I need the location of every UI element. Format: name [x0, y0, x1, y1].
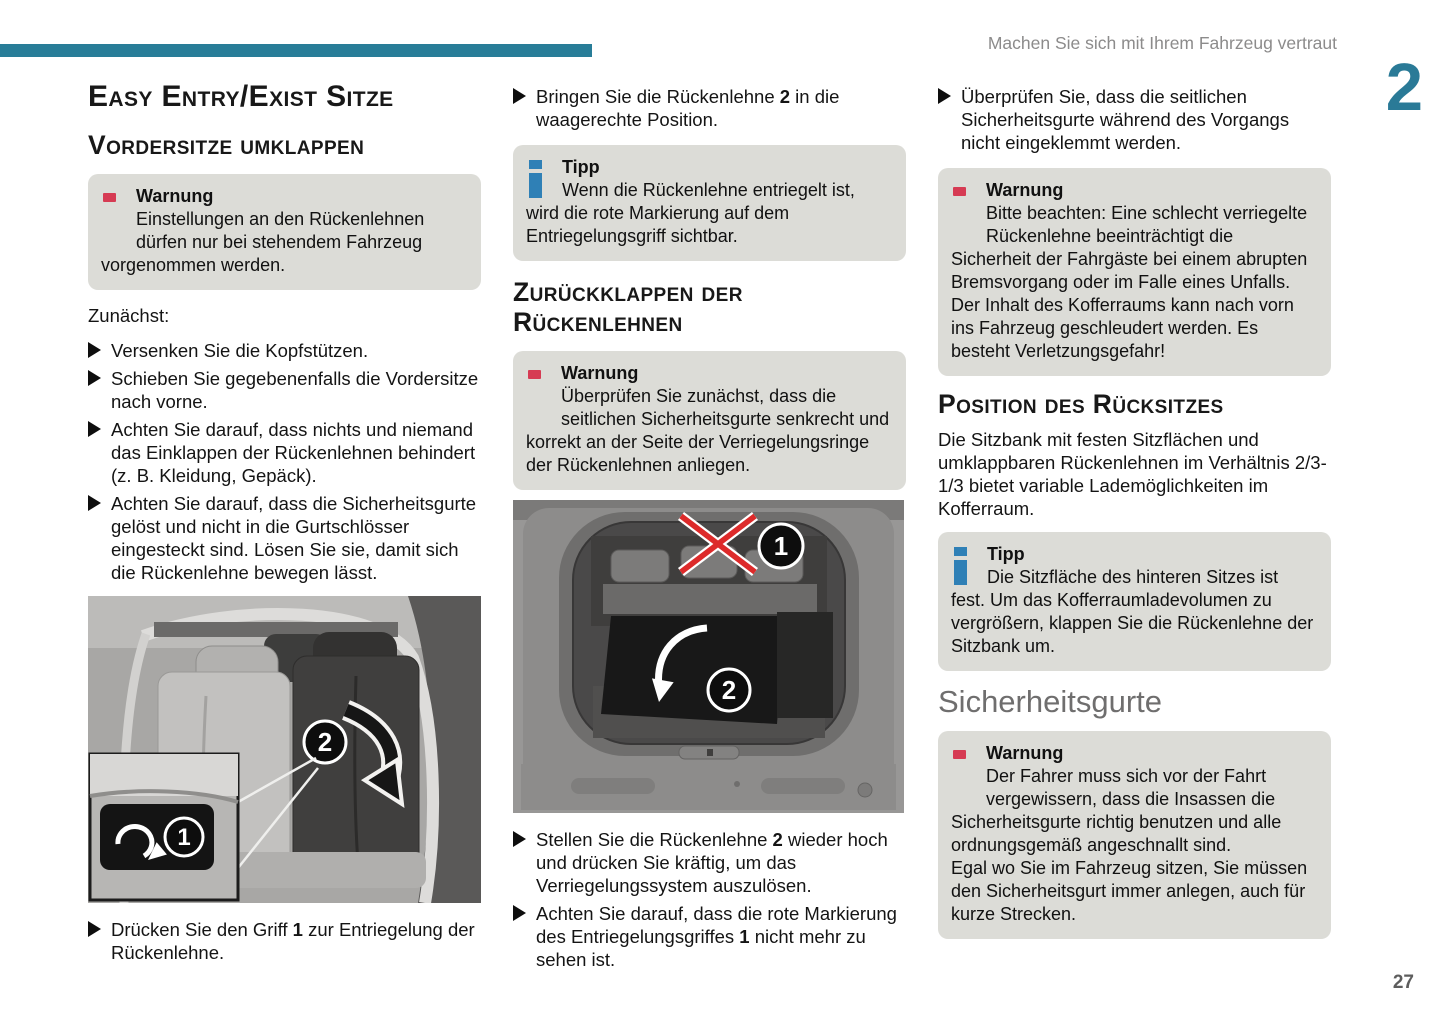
- column-3: [938, 80, 1331, 939]
- bullet-arrow-icon: [513, 831, 526, 847]
- step-list: [88, 339, 481, 584]
- bullet-arrow-icon: [938, 88, 951, 104]
- warning-icon: [953, 745, 970, 787]
- tip-box: [938, 532, 1331, 671]
- callout-1-label: 1: [773, 531, 789, 562]
- column-2: [513, 80, 906, 971]
- tip-title: Tipp: [562, 157, 600, 177]
- trunk-view-figure: [513, 500, 906, 813]
- tip-box: [513, 145, 906, 261]
- callout-2-label: 2: [721, 675, 737, 706]
- text-line: Der Fahrer muss sich vor der Fahrt vergewissern, dass die Insassen die Sicherheitsgurte richtig benutzen und alle ordnungsgemäß angeschnallt sind.: [951, 765, 1282, 855]
- text-line: Überprüfen Sie zunächst, dass die seitlichen Sicherheitsgurte senkrecht und korrekt an der Seite der Verriegelungsringe der Rückenlehnen anliegen.: [526, 386, 890, 476]
- handle-inset: [90, 754, 238, 900]
- list-item-text: Achten Sie darauf, dass nichts und niemand das Einklappen der Rückenlehnen behindert (z. B. Kleidung, Gepäck).: [111, 419, 476, 487]
- text-line: Bitte beachten: Eine schlecht verriegelte Rückenlehne beeinträchtigt die Sicherheit der Fahrgäste bei einem abrupten Bremsvorgang oder im Falle eines Unfalls.: [951, 203, 1308, 292]
- warning-icon: [528, 365, 545, 407]
- list-item-text: Bringen Sie die Rückenlehne 2 in die waagerechte Position.: [536, 86, 840, 130]
- rear-seat-fold-illustration: [88, 596, 481, 903]
- list-item-text: Versenken Sie die Kopfstützen.: [111, 340, 369, 362]
- warning-icon: [953, 182, 970, 224]
- callout-1-label: 1: [177, 824, 191, 852]
- section-title-position-ruecksitz: Position des Rücksitzes: [938, 389, 1224, 419]
- list-item-text: Achten Sie darauf, dass die Sicherheitsgurte gelöst und nicht in die Gurtschlösser eingesteckt sind. Lösen Sie sie, damit sich die Rückenlehne bewegen lässt.: [111, 493, 477, 584]
- section-title-vordersitze: Vordersitze umklappen: [88, 129, 365, 160]
- step-list: [88, 918, 481, 964]
- list-item: [513, 85, 906, 131]
- info-icon: [529, 160, 544, 200]
- tip-text: [951, 566, 1316, 658]
- header-accent-bar: [0, 44, 592, 57]
- list-item: [88, 492, 481, 584]
- text-line: Einstellungen an den Rückenlehnen dürfen nur bei stehendem Fahrzeug vorgenommen werden.: [101, 209, 425, 276]
- step-list: [513, 828, 906, 971]
- warning-title: Warnung: [561, 363, 639, 384]
- list-item: [88, 418, 481, 487]
- warning-text: [101, 208, 466, 277]
- tip-title: Tipp: [987, 543, 1025, 564]
- list-item: [513, 828, 906, 897]
- trunk-view-illustration: [513, 500, 904, 813]
- warning-box: [938, 731, 1331, 939]
- bullet-arrow-icon: [513, 905, 526, 921]
- running-header: Machen Sie sich mit Ihrem Fahrzeug vertraut: [987, 33, 1337, 53]
- list-item-text: Drücken Sie den Griff 1 zur Entriegelung der Rückenlehne.: [111, 919, 475, 964]
- text-line: Die Sitzfläche des hinteren Sitzes ist fest. Um das Kofferraumladevolumen zu vergrößern, klappen Sie die Rückenlehne der Sitzbank um.: [951, 566, 1314, 656]
- warning-title: Warnung: [986, 742, 1064, 763]
- section-title-zurueckklappen: Zurückklappen der Rückenlehnen: [513, 277, 743, 337]
- list-item: [88, 367, 481, 413]
- intro-text: Zunächst:: [88, 305, 170, 327]
- list-item: [938, 85, 1331, 154]
- section-title-sicherheitsgurte: Sicherheitsgurte: [938, 683, 1163, 719]
- warning-text: [951, 765, 1316, 926]
- list-item-text: Schieben Sie gegebenenfalls die Vordersitze nach vorne.: [111, 368, 479, 413]
- bullet-arrow-icon: [88, 495, 101, 511]
- bullet-arrow-icon: [88, 342, 101, 358]
- warning-icon: [103, 188, 120, 230]
- info-icon: [954, 547, 969, 587]
- body-paragraph: Die Sitzbank mit festen Sitzflächen und umklappbaren Rückenlehnen im Verhältnis 2/3-1/3 bietet variable Lademöglichkeiten im Kofferraum.: [938, 428, 1327, 519]
- bullet-arrow-icon: [88, 370, 101, 386]
- list-item: [88, 918, 481, 964]
- chapter-number: 2: [1385, 50, 1423, 125]
- warning-box: [938, 168, 1331, 376]
- warning-text: [951, 202, 1316, 363]
- list-item: [513, 902, 906, 971]
- page-number: 27: [1392, 972, 1414, 993]
- text-line: Egal wo Sie im Fahrzeug sitzen, Sie müssen den Sicherheitsgurt immer anlegen, auch für kurze Strecken.: [951, 857, 1308, 924]
- step-list: [938, 85, 1331, 154]
- rear-seat-fold-figure: [88, 596, 481, 903]
- warning-box: [513, 351, 906, 490]
- bullet-arrow-icon: [513, 88, 526, 104]
- list-item-text: Überprüfen Sie, dass die seitlichen Sicherheitsgurte während des Vorgangs nicht eingeklemmt werden.: [961, 86, 1290, 153]
- tip-text: [526, 179, 891, 248]
- text-line: Der Inhalt des Kofferraums kann nach vorn ins Fahrzeug geschleudert werden. Es besteht Verletzungsgefahr!: [951, 295, 1294, 361]
- list-item-text: Stellen Sie die Rückenlehne 2 wieder hoch und drücken Sie kräftig, um das Verriegelungssystem auszulösen.: [536, 829, 888, 897]
- list-item: [88, 339, 481, 362]
- bullet-arrow-icon: [88, 921, 101, 937]
- list-item-text: Achten Sie darauf, dass die rote Markierung des Entriegelungsgriffes 1 nicht mehr zu sehen ist.: [536, 903, 897, 971]
- warning-box: [88, 174, 481, 290]
- text-line: Wenn die Rückenlehne entriegelt ist, wird die rote Markierung auf dem Entriegelungsgriff sichtbar.: [526, 180, 855, 246]
- warning-title: Warnung: [986, 180, 1064, 200]
- column-1: [88, 80, 481, 964]
- section-title-easy-entry: Easy Entry/Exist Sitze: [88, 80, 394, 113]
- bullet-arrow-icon: [88, 421, 101, 437]
- step-list: [513, 85, 906, 131]
- warning-title: Warnung: [136, 186, 214, 207]
- warning-text: [526, 385, 891, 477]
- callout-2-label: 2: [317, 727, 333, 758]
